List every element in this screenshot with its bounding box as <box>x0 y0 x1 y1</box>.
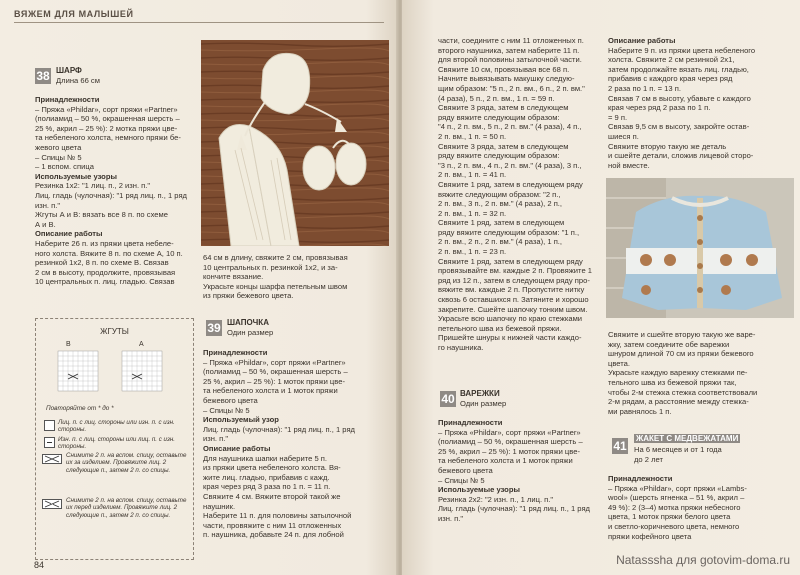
text-line: Наберите 11 п. для половины затылочной <box>203 511 352 521</box>
right-page <box>402 0 800 575</box>
text-line: – Пряжа «Phildar», сорт пряжи «Lambs- <box>608 483 747 493</box>
text-line: для второй половины затылочной части. <box>438 55 582 65</box>
text-line: части, соедините с ним 11 отложенных п. <box>438 36 584 45</box>
text-line: Свяжите 3 ряда, затем в следующем <box>438 103 569 113</box>
text-line: – Спицы № 5 <box>438 475 485 485</box>
text-line: из пряжи цвета небеленого холста. Вя- <box>203 463 341 473</box>
text-line: изн. п." <box>203 434 229 444</box>
page-number: 84 <box>34 560 45 570</box>
pattern-subtitle-41a: На 6 месяцев и от 1 года <box>634 445 722 454</box>
text-line: (полиамид – 50 %, окрашенная шерсть – <box>35 114 180 124</box>
text-line: "3 п., 2 п. вм., 4 п., 2 п. вм." (4 раза), 3 п., <box>438 160 582 170</box>
text-line: ряду вяжите следующим образом: "1 п., <box>438 227 580 237</box>
text-line: Пришейте шнуры к нижней части каждо- <box>438 333 582 343</box>
text-line: резинкой 1х2, 8 п. по схеме В. Связав <box>35 258 169 268</box>
repeat-note: Повторяйте от * до * <box>46 405 114 412</box>
text-line: (полиамид – 50 %, окрашенная шерсть – <box>438 437 583 447</box>
pattern-subtitle-40: Один размер <box>460 399 507 408</box>
pattern-title-39: ШАПОЧКА <box>227 318 269 327</box>
text-line: Свяжите 3 ряда, затем в следующем <box>438 141 569 151</box>
text-line: 2 п. вм., 1 п. = 32 п. <box>438 208 507 218</box>
text-line: затем продолжайте вязать лиц. гладью, <box>608 64 749 74</box>
pattern-38-continued <box>203 253 388 301</box>
text-line: Свяжите и сшейте вторую такую же варе- <box>608 330 756 339</box>
text-line: прибавив с каждого края через ряд <box>608 74 733 84</box>
page-header: ВЯЖЕМ ДЛЯ МАЛЫШЕЙ <box>14 9 134 19</box>
legend-cable-front: Снимите 2 п. на вспом. спицу, оставьте их перед изделием. Провяжите лиц. 2 следующие п., затем 2 п. со спицы. <box>66 497 187 519</box>
purl-symbol <box>44 437 55 448</box>
cable-back-symbol <box>42 454 62 464</box>
scarf-hat-photo <box>201 40 389 246</box>
pattern-38-text <box>35 95 195 287</box>
pattern-subtitle-39: Один размер <box>227 328 274 337</box>
text-line: провязывайте вм. каждые 2 п. Провяжите 1 <box>438 266 593 276</box>
text-line: 2 п. вм., 2 п., 2 п. вм." (4 раза), 1 п., <box>438 237 563 247</box>
text-line: Начните вывязывать макушку следую- <box>438 74 575 84</box>
text-line: Украсьте каждую варежку стежками пе- <box>608 368 748 378</box>
text-line: Связав 7 см в высоту, убавьте с каждого <box>608 93 751 103</box>
text-line: та небеленого холста и 1 моток пряжи <box>438 456 573 466</box>
pattern-39-text <box>203 348 391 540</box>
section-heading: Используемый узор <box>203 415 279 425</box>
text-line: 10 центральных п. лиц. гладью. Связав <box>35 277 175 287</box>
text-line: Лиц. гладь (чулочная): "1 ряд лиц. п., 1 ряд <box>203 424 355 434</box>
text-line: (полиамид – 50 %, окрашенная шерсть – <box>203 367 348 377</box>
text-line: вяжите следующим образом: "2 п., <box>438 189 561 199</box>
text-line: края через ряд 2 раза по 1 п. <box>608 103 711 113</box>
text-line: закрепите. Сшейте шапочку тонким швом. <box>438 304 588 314</box>
text-line: 49 %): 2 (3–4) мотка пряжи небесного <box>608 502 741 512</box>
text-line: ного холста. Вяжите 8 п. по схеме А, 10 п. <box>35 248 183 258</box>
text-line: Связав 9,5 см в высоту, закройте остав- <box>608 122 750 132</box>
text-line: ми равнялось 1 п. <box>608 406 672 416</box>
pattern-title-38: ШАРФ <box>56 66 82 75</box>
text-line: Лиц. гладь (чулочная): "1 ряд лиц. п., 1 ряд <box>35 190 187 200</box>
legend-cable-back: Снимите 2 п. на вспом. спицу, оставьте их за изделием. Провяжите лиц. 2 следующие п., затем 2 п. со спицы. <box>66 452 187 474</box>
text-line: го наушника. <box>438 343 484 352</box>
text-line: Резинка 2х2: "2 изн. п., 1 лиц. п." <box>438 494 554 504</box>
text-line: наушник. <box>203 501 236 511</box>
text-line: второго наушника, затем наберите 11 п. <box>438 45 580 55</box>
text-line: Украсьте всю шапочку по краю стежками <box>438 314 583 324</box>
bear-jacket-photo <box>606 178 794 318</box>
text-line: ряду вяжите следующим образом: <box>438 151 560 161</box>
jacket-illustration <box>606 178 794 318</box>
text-line: изн. п." <box>438 513 464 523</box>
text-line: – 1 вспом. спица <box>35 162 94 172</box>
watermark: Natasssha для gotovim-doma.ru <box>616 553 790 567</box>
text-line: Лиц. гладь (чулочная): "1 ряд лиц. п., 1 ряд <box>438 504 590 514</box>
text-line: Свяжите 1 ряд, затем в следующем ряду <box>438 256 583 266</box>
text-line: из пряжи бежевого цвета. <box>203 291 294 301</box>
cable-chart-grid <box>50 349 180 397</box>
text-line: Резинка 1х2: "1 лиц. п., 2 изн. п." <box>35 181 151 191</box>
pattern-number-39: 39 <box>207 321 221 335</box>
legend-knit: Лиц. п. с лиц. стороны или изн. п. с изн. стороны. <box>58 419 175 434</box>
text-line: тельного шва из бежевой пряжи так, <box>608 377 737 387</box>
pattern-39-continued <box>438 36 598 353</box>
text-line: (4 раза), 5 п., 2 п. вм., 1 п. = 59 п. <box>438 93 555 103</box>
text-line: п. наушника, добавьте 24 п. для лобной <box>203 530 344 540</box>
mittens-instructions <box>608 36 788 170</box>
text-line: щим образом: "5 п., 2 п. вм., 6 п., 2 п. вм." <box>438 83 585 93</box>
text-line: цвета, 1 моток пряжи белого цвета <box>608 512 731 522</box>
legend-purl: Изн. п. с лиц. стороны или лиц. п. с изн. стороны. <box>58 436 175 451</box>
text-line: пряжи кофейного цвета <box>608 531 692 541</box>
text-line: Жгуты А и В: вязать все 8 п. по схеме <box>35 210 168 220</box>
text-line: и светло-коричневого цвета, немного <box>608 521 740 531</box>
text-line: – Пряжа «Phildar», сорт пряжи «Partner» <box>438 427 581 437</box>
text-line: 2-м рядам, а расстояние между стежка- <box>608 397 749 407</box>
text-line: сквозь 6 оставшихся п. Затяните и хорошо <box>438 295 589 305</box>
text-line: петельного шва из бежевой пряжи. <box>438 323 562 333</box>
text-line: wool» (шерсть ягненка – 51 %, акрил – <box>608 493 745 503</box>
chart-label-b: B <box>66 341 71 348</box>
text-line: А и В. <box>35 219 56 229</box>
pattern-number-41: 41 <box>613 439 627 453</box>
text-line: изн. п." <box>35 200 61 210</box>
text-line: Свяжите 1 ряд, затем в следующем <box>438 218 565 228</box>
text-line: цвета. <box>608 358 630 368</box>
text-line: – Спицы № 5 <box>203 405 250 415</box>
text-line: жку, затем соедините обе варежки <box>608 339 730 349</box>
section-heading: Используемые узоры <box>438 485 520 495</box>
text-line: 10 центральных п. резинкой 1х2, и за- <box>203 262 338 272</box>
pattern-number-38: 38 <box>36 69 50 83</box>
text-line: Свяжите 10 см, провязывая все 68 п. <box>438 64 570 74</box>
section-heading: Используемые узоры <box>35 171 117 181</box>
text-line: ряд из 12 п., затем в следующем ряду про- <box>438 275 590 285</box>
chart-label-a: A <box>139 341 144 348</box>
text-line: бежевого цвета <box>438 465 493 475</box>
text-line: шнуром длиной 70 см из пряжи бежевого <box>608 349 754 359</box>
text-line: – Пряжа «Phildar», сорт пряжи «Partner» <box>203 357 346 367</box>
text-line: вяжите вм. каждые 2 п. Пропустите нитку <box>438 285 585 295</box>
text-line: чтобы 2-м стежка стежка соответствовали <box>608 387 758 397</box>
section-heading: Описание работы <box>203 443 271 453</box>
text-line: = 9 п. <box>608 112 628 122</box>
header-rule <box>14 22 384 23</box>
section-heading: Описание работы <box>35 229 103 239</box>
pattern-title-41: ЖАКЕТ С МЕДВЕЖАТАМИ <box>636 434 739 443</box>
section-heading: Принадлежности <box>35 95 100 104</box>
text-line: "4 п., 2 п. вм., 5 п., 2 п. вм." (4 раза), 4 п., <box>438 122 582 132</box>
pattern-41-text <box>608 474 788 541</box>
text-line: шиеся п. <box>608 131 639 141</box>
text-line: 25 %, акрил – 25 %): 2 мотка пряжи цве- <box>35 123 178 133</box>
text-line: 2 см в высоту, продолжите, провязывая <box>35 267 176 277</box>
text-line: – Пряжа «Phildar», сорт пряжи «Partner» <box>35 104 178 114</box>
section-heading: Принадлежности <box>438 418 503 427</box>
text-line: ряду вяжите следующим образом: <box>438 112 560 122</box>
text-line: 25 %, акрил – 25 %): 1 моток пряжи цве- <box>438 446 580 456</box>
pattern-number-40: 40 <box>441 392 455 406</box>
text-line: Наберите 26 п. из пряжи цвета небеле- <box>35 238 174 248</box>
text-line: Свяжите вторую такую же деталь <box>608 141 727 151</box>
text-line: Наберите 9 п. из пряжи цвета небеленого <box>608 45 756 55</box>
text-line: части, провяжите с ним 11 отложенных <box>203 520 342 530</box>
text-line: холста. Свяжите 2 см резинкой 2х1, <box>608 55 735 65</box>
section-heading: Принадлежности <box>608 474 673 483</box>
knitwear-illustration <box>201 40 389 246</box>
chart-title: ЖГУТЫ <box>100 327 129 336</box>
pattern-40-text <box>438 418 600 524</box>
pattern-subtitle-38: Длина 66 см <box>56 76 100 85</box>
text-line: жевого цвета <box>35 142 82 152</box>
section-heading: Описание работы <box>608 36 676 45</box>
text-line: 25 %, акрил – 25 %): 1 моток пряжи цве- <box>203 376 345 386</box>
text-line: жите лиц. гладью, прибавив с кажд. <box>203 472 330 482</box>
text-line: Для наушника шапки наберите 5 п. <box>203 453 328 463</box>
left-page <box>0 0 398 575</box>
text-line: та небеленого холста и 1 моток пряжи <box>203 386 338 396</box>
text-line: ной вместе. <box>608 160 650 170</box>
text-line: 64 см в длину, свяжите 2 см, провязывая <box>203 253 348 262</box>
text-line: и сшейте детали, сложив лицевой сторо- <box>608 151 754 161</box>
knit-symbol <box>44 420 55 431</box>
text-line: 2 п. вм., 3 п., 2 п. вм." (4 раза), 2 п., <box>438 199 563 209</box>
pattern-subtitle-41b: до 2 лет <box>634 455 663 464</box>
mittens-finishing <box>608 330 790 416</box>
text-line: Свяжите 4 см. Вяжите второй такой же <box>203 491 341 501</box>
text-line: 2 п. вм., 1 п. = 23 п. <box>438 247 507 257</box>
text-line: края через ряд 3 раза по 1 п. = 11 п. <box>203 482 331 492</box>
text-line: Свяжите 1 ряд, затем в следующем ряду <box>438 179 583 189</box>
pattern-title-40: ВАРЕЖКИ <box>460 389 500 398</box>
text-line: 2 раза по 1 п. = 13 п. <box>608 83 681 93</box>
cables-chart-box <box>35 318 194 560</box>
text-line: – Спицы № 5 <box>35 152 82 162</box>
text-line: 2 п. вм., 1 п. = 41 п. <box>438 170 507 180</box>
text-line: бежевого цвета <box>203 395 258 405</box>
text-line: 2 п. вм., 1 п. = 50 п. <box>438 131 507 141</box>
text-line: Украсьте концы шарфа петельным швом <box>203 281 348 291</box>
text-line: кончите вязание. <box>203 272 264 282</box>
text-line: та небеленого холста, немного пряжи бе- <box>35 133 181 143</box>
section-heading: Принадлежности <box>203 348 268 357</box>
cable-front-symbol <box>42 499 62 509</box>
